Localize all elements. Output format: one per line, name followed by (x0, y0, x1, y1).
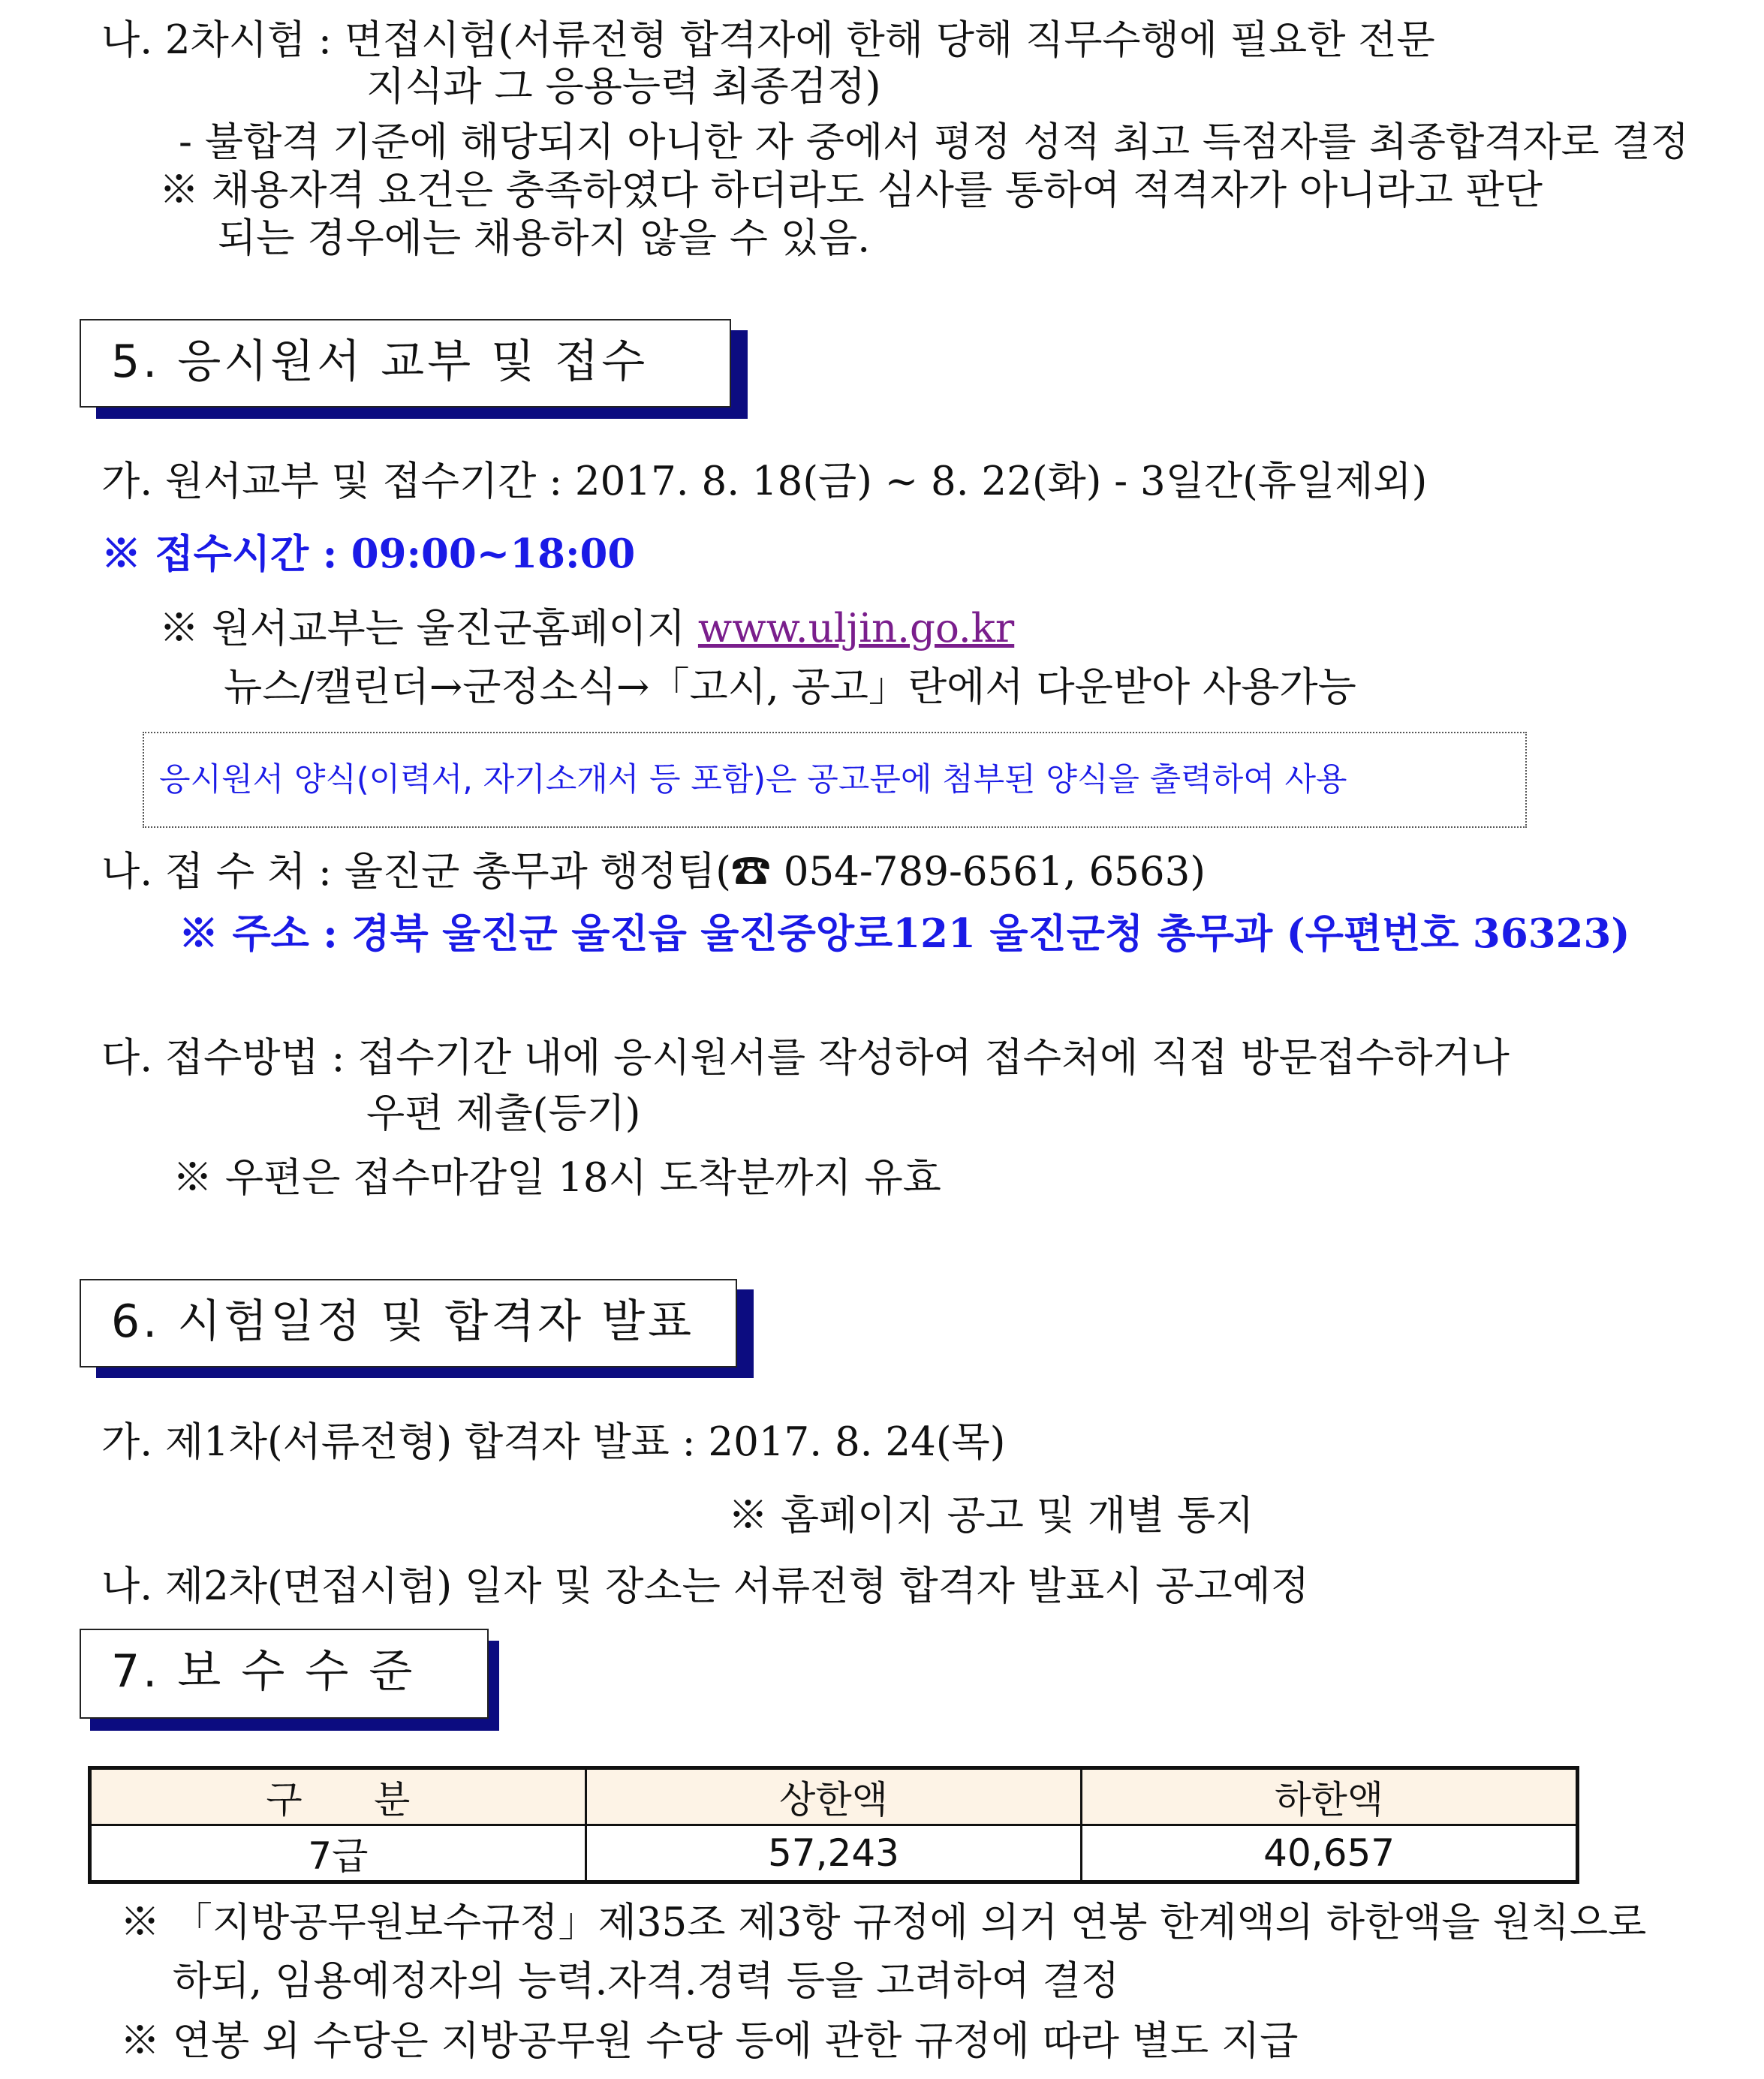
cell-upper-limit: 57,243 (585, 1825, 1082, 1882)
sec5-method-cont: 우편 제출(등기) (366, 1091, 641, 1136)
cell-grade: 7급 (90, 1825, 586, 1882)
eligibility-note-cont: 되는 경우에는 채용하지 않을 수 있음. (218, 215, 871, 261)
sec5-download-path: 뉴스/캘린더→군정소식→「고시, 공고」란에서 다운받아 사용가능 (224, 664, 1356, 710)
cell-lower-limit: 40,657 (1082, 1825, 1578, 1882)
sec5-mail-note: ※ 우편은 접수마감일 18시 도착분까지 유효 (173, 1155, 941, 1201)
salary-table-header (90, 1768, 1578, 1825)
sec7-salary-rule-cont: 하되, 임용예정자의 능력.자격.경력 등을 고려하여 결정 (173, 1958, 1120, 2004)
fail-criteria-line: - 불합격 기준에 해당되지 아니한 자 중에서 평정 성적 최고 득점자를 최종합격자로 결정 (179, 119, 1690, 165)
sec6-second-schedule: 나. 제2차(면접시험) 일자 및 장소는 서류전형 합격자 발표시 공고예정 (101, 1563, 1310, 1609)
sec5-reception-time: ※ 접수시간 : 09:00~18:00 (101, 531, 636, 577)
homepage-note-text: ※ 원서교부는 울진군홈페이지 (159, 606, 698, 651)
header-category: 구 분 (90, 1768, 586, 1825)
sec7-allowance-note: ※ 연봉 외 수당은 지방공무원 수당 등에 관한 규정에 따라 별도 지급 (120, 2018, 1299, 2064)
sec7-salary-rule: ※ 「지방공무원보수규정」제35조 제3항 규정에 의거 연봉 한계액의 하한액을 원칙으로 (120, 1900, 1647, 1945)
sec5-address: ※ 주소 : 경북 울진군 울진읍 울진중앙로121 울진군청 총무과 (우편번호 36323) (179, 910, 1630, 957)
sec5-period: 가. 원서교부 및 접수기간 : 2017. 8. 18(금) ~ 8. 22(화) - 3일간(휴일제외) (101, 459, 1428, 504)
eligibility-note: ※ 채용자격 요건은 충족하였다 하더라도 심사를 통하여 적격자가 아니라고 판단 (159, 167, 1543, 213)
sec5-method: 다. 접수방법 : 접수기간 내에 응시원서를 작성하여 접수처에 직접 방문접수하거나 (101, 1035, 1510, 1081)
sec6-first-result-note: ※ 홈페이지 공고 및 개별 통지 (728, 1493, 1254, 1539)
header-upper-limit: 상한액 (585, 1768, 1082, 1825)
sec6-first-result: 가. 제1차(서류전형) 합격자 발표 : 2017. 8. 24(목) (101, 1419, 1006, 1465)
sec5-reception-place: 나. 접 수 처 : 울진군 총무과 행정팀(☎ 054-789-6561, 6563) (101, 849, 1206, 895)
application-form-notice: 응시원서 양식(이력서, 자기소개서 등 포함)은 공고문에 첨부된 양식을 출력하여 사용 (143, 732, 1527, 828)
section5-heading: 5. 응시원서 교부 및 접수 (80, 319, 731, 408)
exam2-line: 나. 2차시험 : 면접시험(서류전형 합격자에 한해 당해 직무수행에 필요한 전문 (101, 17, 1435, 63)
homepage-link[interactable]: www.uljin.go.kr (697, 606, 1015, 651)
table-row (90, 1825, 1578, 1882)
salary-table (88, 1766, 1579, 1884)
section7-heading: 7. 보 수 수 준 (80, 1629, 489, 1719)
section6-heading: 6. 시험일정 및 합격자 발표 (80, 1279, 737, 1367)
exam2-line-cont: 지식과 그 응용능력 최종검정) (366, 64, 881, 110)
header-lower-limit: 하한액 (1082, 1768, 1578, 1825)
sec5-homepage-note (159, 605, 1014, 653)
